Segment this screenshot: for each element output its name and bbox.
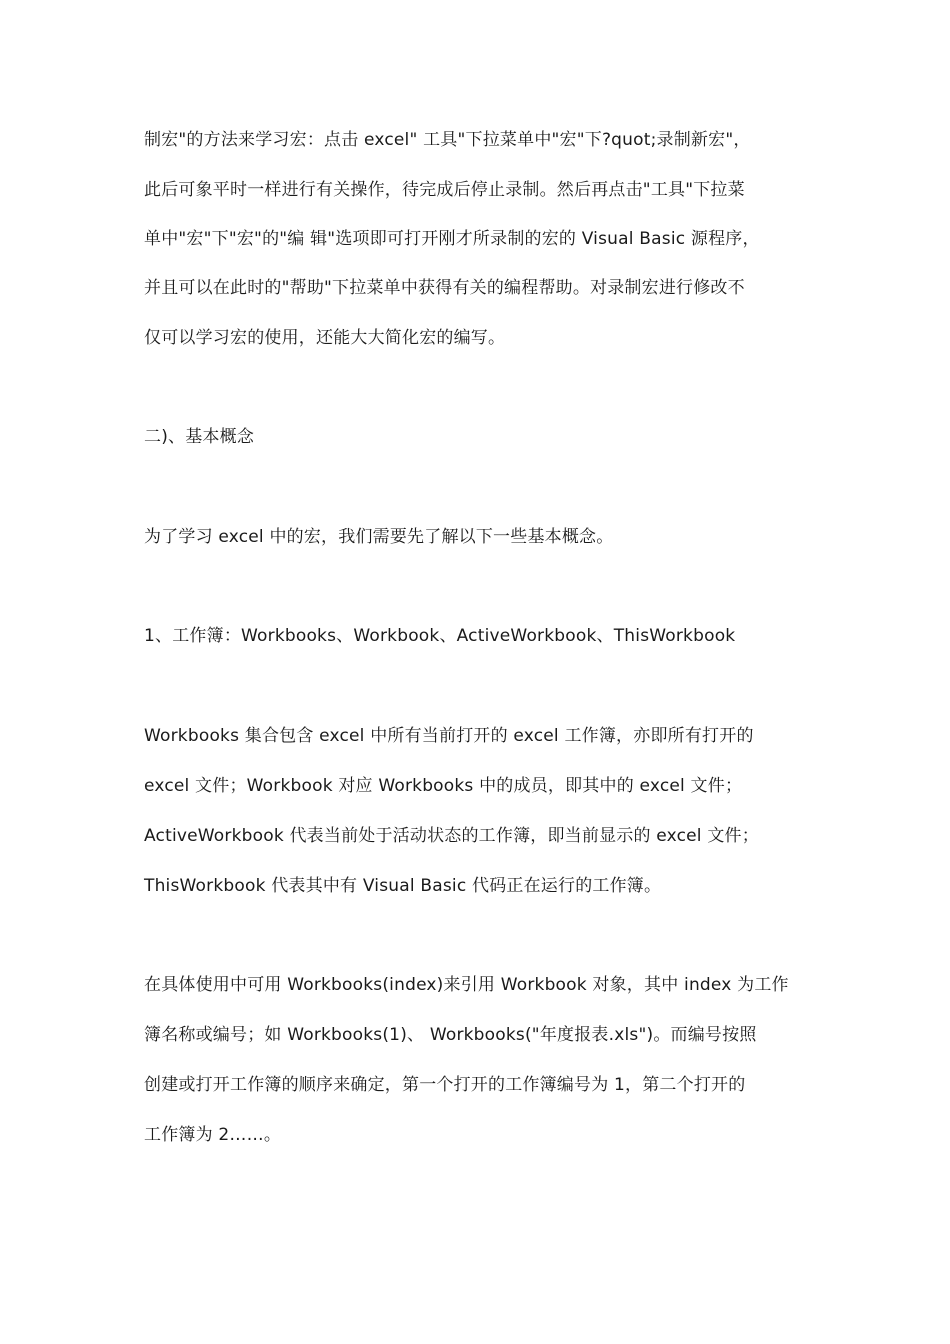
text-line: 为了学习 excel 中的宏，我们需要先了解以下一些基本概念。: [144, 527, 614, 547]
text-line: 簿名称或编号；如 Workbooks(1)、 Workbooks("年度报表.xls")。而编号按照: [144, 1025, 757, 1045]
text-line: ThisWorkbook 代表其中有 Visual Basic 代码正在运行的工作簿。: [144, 876, 662, 896]
text-line: 并且可以在此时的"帮助"下拉菜单中获得有关的编程帮助。对录制宏进行修改不: [144, 278, 745, 298]
text-line: 创建或打开工作簿的顺序来确定，第一个打开的工作簿编号为 1，第二个打开的: [144, 1075, 746, 1095]
section-heading: 二)、基本概念: [144, 427, 255, 447]
text-line: Workbooks 集合包含 excel 中所有当前打开的 excel 工作簿，亦即所有打开的: [144, 726, 754, 746]
text-line: 仅可以学习宏的使用，还能大大简化宏的编写。: [144, 328, 506, 348]
text-line: ActiveWorkbook 代表当前处于活动状态的工作簿，即当前显示的 excel 文件；: [144, 826, 759, 846]
text-line: 工作簿为 2……。: [144, 1125, 282, 1145]
text-line: 在具体使用中可用 Workbooks(index)来引用 Workbook 对象，其中 index 为工作: [144, 975, 789, 995]
text-line: 单中"宏"下"宏"的"编 辑"选项即可打开刚才所录制的宏的 Visual Basic 源程序，: [144, 229, 760, 249]
text-line: excel 文件；Workbook 对应 Workbooks 中的成员，即其中的 excel 文件；: [144, 776, 743, 796]
item-heading: 1、工作簿：Workbooks、Workbook、ActiveWorkbook、ThisWorkbook: [144, 626, 736, 646]
text-line: 制宏"的方法来学习宏：点击 excel" 工具"下拉菜单中"宏"下?quot;录制新宏"，: [144, 130, 751, 150]
text-line: 此后可象平时一样进行有关操作，待完成后停止录制。然后再点击"工具"下拉菜: [144, 180, 745, 200]
